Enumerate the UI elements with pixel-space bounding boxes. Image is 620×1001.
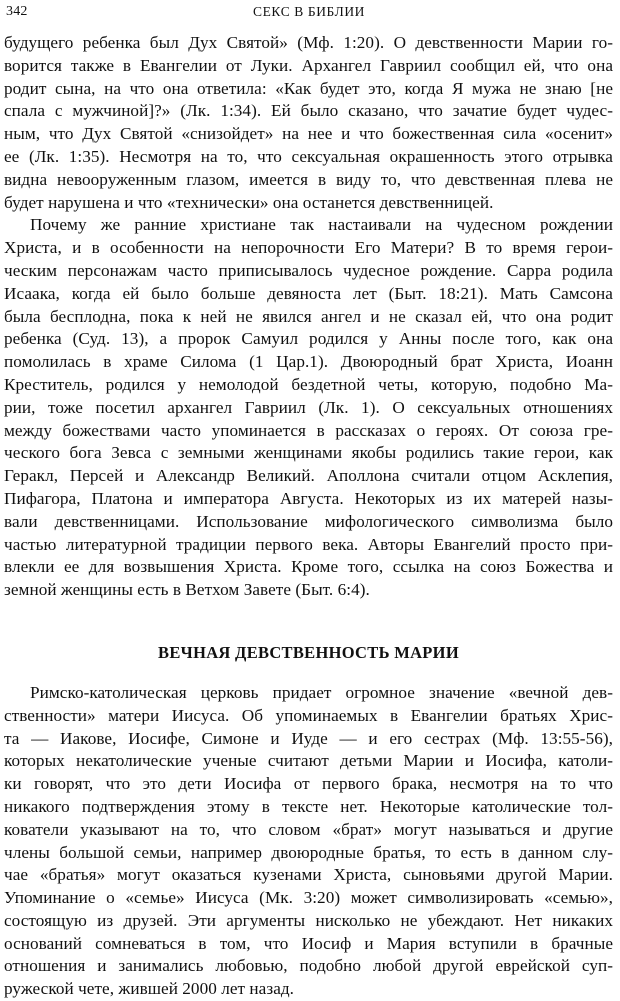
paragraph-1 xyxy=(4,32,613,214)
body-text xyxy=(4,32,613,1001)
text-line: помолилась в храме Силома (1 Цар.1). Двоюродный брат Христа, Иоанн xyxy=(4,352,613,372)
text-line: ственности» матери Иисуса. Об упоминаемых в Евангелии братьях Хрис- xyxy=(4,705,613,725)
text-line: та — Иакове, Иосифе, Симоне и Иуде — и его сестрах (Мф. 13:55-56), xyxy=(4,728,613,748)
text-line: Упоминание о «семье» Иисуса (Мк. 3:20) может символизировать «семью», xyxy=(4,888,613,908)
text-line: Геракл, Персей и Александр Великий. Аполлона считали отцом Асклепия, xyxy=(4,466,613,486)
text-line: оснований сомневаться в том, что Иосиф и Мария вступили в брачные xyxy=(4,933,613,953)
text-line: ческим персонажам часто приписывалось чудесное рождение. Сарра родила xyxy=(4,260,613,280)
paragraph-3 xyxy=(4,682,613,1001)
text-line: состоящую из друзей. Эти аргументы нисколько не убеждают. Нет никаких xyxy=(4,910,613,930)
text-line: видна невооруженным глазом, имеется в виду то, что девственная плева не xyxy=(4,169,613,189)
text-line: никакого подтверждения этому в тексте нет. Некоторые католические тол- xyxy=(4,796,613,816)
text-line: ворится также в Евангелии от Луки. Архангел Гавриил сообщил ей, что она xyxy=(4,55,613,75)
running-title: СЕКС В БИБЛИИ xyxy=(252,4,366,19)
text-line: Исаака, когда ей было больше девяноста лет (Быт. 18:21). Мать Самсона xyxy=(4,283,613,303)
text-line: ки говорят, что это дети Иосифа от первого брака, несмотря на то что xyxy=(4,774,613,794)
text-line: ребенка (Суд. 13), а пророк Самуил родился у Анны после того, как она xyxy=(4,329,613,349)
text-line: ным, что Дух Святой «снизойдет» на нее и что божественная сила «осенит» xyxy=(4,124,613,144)
text-line: будет нарушена и что «технически» она останется девственницей. xyxy=(4,192,494,212)
text-line: отношения и занимались любовью, подобно любой другой еврейской суп- xyxy=(4,956,613,976)
text-line: Почему же ранние христиане так настаивали на чудесном рождении xyxy=(30,215,613,235)
text-line: члены большой семьи, например двоюродные братья, то есть в данном слу- xyxy=(4,842,613,862)
text-line: Христа, и в особенности на непорочности Его Матери? В то время герои- xyxy=(4,238,613,258)
text-line: Креститель, родился у немолодой бездетной четы, которую, подобно Ма- xyxy=(4,374,613,394)
text-line: вали девственницами. Использование мифологического символизма было xyxy=(4,511,613,531)
text-line: между божествами часто упоминается в рассказах о героях. От союза гре- xyxy=(4,420,613,440)
page-header xyxy=(6,4,612,24)
text-line: ружеской чете, жившей 2000 лет назад. xyxy=(4,979,295,999)
text-line: ческого бога Зевса с земными женщинами якобы родились такие герои, как xyxy=(4,443,613,463)
text-line: частью литературной традиции первого века. Авторы Евангелий просто при- xyxy=(4,534,613,554)
section-heading: ВЕЧНАЯ ДЕВСТВЕННОСТЬ МАРИИ xyxy=(158,642,459,662)
page-number: 342 xyxy=(6,4,28,19)
text-line: влекли ее для возвышения Христа. Кроме того, ссылка на союз Божества и xyxy=(4,557,613,577)
text-line: была бесплодна, пока к ней не явился ангел и не сказал ей, что она родит xyxy=(4,306,613,326)
text-line: родит сына, на что она ответила: «Как будет это, когда Я мужа не знаю [не xyxy=(4,78,613,98)
section-gap xyxy=(4,602,613,642)
text-line: кователи указывают на то, что словом «брат» могут называться и другие xyxy=(4,819,613,839)
text-line: земной женщины есть в Ветхом Завете (Быт. 6:4). xyxy=(4,580,370,600)
text-line: ее (Лк. 1:35). Несмотря на то, что сексуальная окрашенность этого отрывка xyxy=(4,146,613,166)
text-line: чае «братья» могут оказаться кузенами Христа, сыновьями другой Марии. xyxy=(4,865,613,885)
text-line: спала с мужчиной]?» (Лк. 1:34). Ей было сказано, что зачатие будет чудес- xyxy=(4,101,613,121)
text-line: которых некатолические ученые считают детьми Марии и Иосифа, католи- xyxy=(4,751,613,771)
text-line: будущего ребенка был Дух Святой» (Мф. 1:20). О девственности Марии го- xyxy=(4,33,613,52)
text-line: рии, тоже посетил архангел Гавриил (Лк. 1). О сексуальных отношениях xyxy=(4,397,613,417)
paragraph-2 xyxy=(4,214,613,602)
text-line: Римско-католическая церковь придает огромное значение «вечной дев- xyxy=(30,682,613,702)
text-line: Пифагора, Платона и императора Августа. Некоторых из их матерей назы- xyxy=(4,488,613,508)
